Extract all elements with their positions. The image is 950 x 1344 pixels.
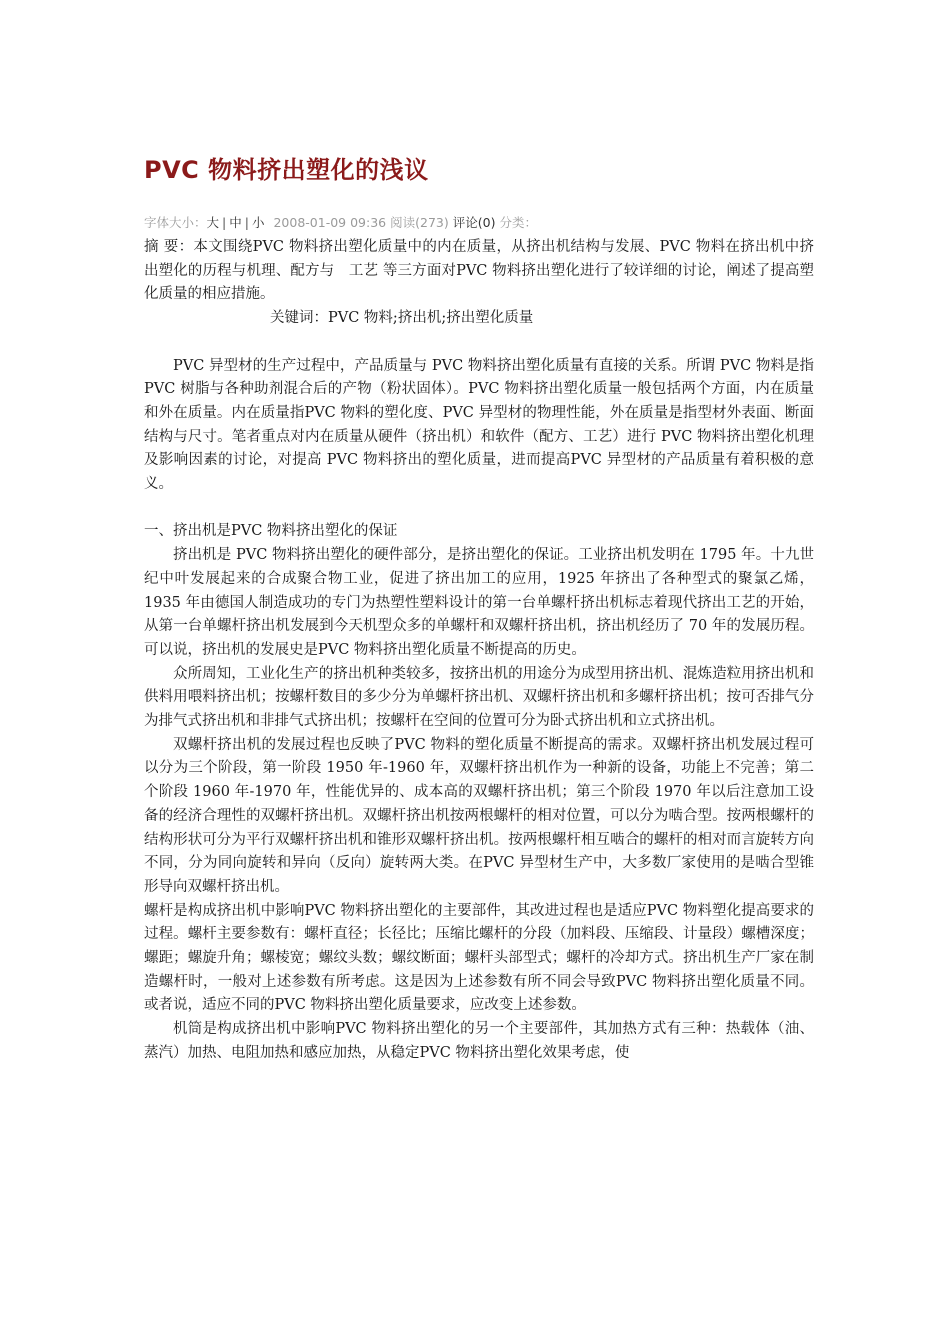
font-size-label: 字体大小： bbox=[144, 215, 207, 230]
read-label: 阅读 bbox=[390, 215, 416, 230]
section-paragraph: 机筒是构成挤出机中影响PVC 物料挤出塑化的另一个主要部件，其加热方式有三种：热载体（油、蒸汽）加热、电阻加热和感应加热，从稳定PVC 物料挤出塑化效果考虑，使 bbox=[144, 1021, 814, 1061]
font-size-large-link[interactable]: 大 bbox=[206, 215, 220, 230]
comment-count[interactable]: (0) bbox=[477, 215, 496, 230]
abstract-paragraph: 摘 要：本文围绕PVC 物料挤出塑化质量中的内在质量，从挤出机结构与发展、PVC 物料在挤出机中挤出塑化的历程与机理、配方与 工艺 等三方面对PVC 物料挤出塑化进行了较详细的讨论，阐述了提高塑化质量的相应措施。 bbox=[144, 239, 814, 303]
post-date: 2008-01-09 09:36 bbox=[273, 215, 387, 230]
article-meta-bar bbox=[144, 213, 537, 231]
meta-separator: | bbox=[222, 215, 227, 230]
category-label: 分类： bbox=[499, 215, 537, 230]
section-paragraph: 众所周知，工业化生产的挤出机种类较多，按挤出机的用途分为成型用挤出机、混炼造粒用挤出机和供料用喂料挤出机；按螺杆数目的多少分为单螺杆挤出机、双螺杆挤出机和多螺杆挤出机；按可否排气分为排气式挤出机和非排气式挤出机；按螺杆在空间的位置可分为卧式挤出机和立式挤出机。 bbox=[144, 665, 814, 730]
font-size-medium-link[interactable]: 中 bbox=[229, 215, 242, 230]
article-title: PVC 物料挤出塑化的浅议 bbox=[144, 156, 429, 184]
font-size-small-link[interactable]: 小 bbox=[251, 215, 265, 230]
keywords-line: 关键词：PVC 物料;挤出机;挤出塑化质量 bbox=[270, 310, 534, 327]
section-paragraph: 挤出机是 PVC 物料挤出塑化的硬件部分，是挤出塑化的保证。工业挤出机发明在 1795 年。十九世纪中叶发展起来的合成聚合物工业，促进了挤出加工的应用，1925 年挤出了各种型式的聚氯乙烯，1935 年由德国人制造成功的专门为热塑性塑料设计的第一台单螺杆挤出机标志着现代挤出工艺的开始，从第一台单螺杆挤出机发展到今天机型众多的单螺杆和双螺杆挤出机，挤出机经历了 70 年的发展历程。可以说，挤出机的发展史是PVC 物料挤出塑化质量不断提高的历史。 bbox=[144, 547, 814, 658]
paragraph-spacer bbox=[144, 497, 814, 521]
intro-paragraph: PVC 异型材的生产过程中，产品质量与 PVC 物料挤出塑化质量有直接的关系。所谓 PVC 物料是指 PVC 树脂与各种助剂混合后的产物（粉状固体）。PVC 物料挤出塑化质量一般包括两个方面，内在质量和外在质量。内在质量指PVC 物料的塑化度、PVC 异型材的物理性能，外在质量是指型材外表面、断面结构与尺寸。笔者重点对内在质量从硬件（挤出机）和软件（配方、工艺）进行 PVC 物料挤出塑化机理及影响因素的讨论，对提高 PVC 物料挤出的塑化质量，进而提高PVC 异型材的产品质量有着积极的意义。 bbox=[144, 357, 814, 493]
meta-separator: | bbox=[244, 215, 249, 230]
article-body bbox=[144, 236, 814, 1066]
section-heading: 一、挤出机是PVC 物料挤出塑化的保证 bbox=[144, 523, 398, 540]
read-count: (273) bbox=[415, 215, 449, 230]
comment-label[interactable]: 评论 bbox=[452, 215, 478, 230]
section-paragraph: 双螺杆挤出机的发展过程也反映了PVC 物料的塑化质量不断提高的需求。双螺杆挤出机发展过程可以分为三个阶段，第一阶段 1950 年-1960 年，双螺杆挤出机作为一种新的设备，功能上不完善；第二个阶段 1960 年-1970 年，性能优异的、成本高的双螺杆挤出机；第三个阶段 1970 年以后注意加工设备的经济合理性的双螺杆挤出机。双螺杆挤出机按两根螺杆的相对位置，可以分为啮合型。按两根螺杆的结构形状可分为平行双螺杆挤出机和锥形双螺杆挤出机。按两根螺杆相互啮合的螺杆的相对而言旋转方向不同，分为同向旋转和异向（反向）旋转两大类。在PVC 异型材生产中，大多数厂家使用的是啮合型锥形导向双螺杆挤出机。 bbox=[144, 736, 814, 895]
section-paragraph: 螺杆是构成挤出机中影响PVC 物料挤出塑化的主要部件，其改进过程也是适应PVC 物料塑化提高要求的过程。螺杆主要参数有：螺杆直径；长径比；压缩比螺杆的分段（加料段、压缩段、计量段）螺槽深度；螺距；螺旋升角；螺棱宽；螺纹头数；螺纹断面；螺杆头部型式；螺杆的冷却方式。挤出机生产厂家在制造螺杆时，一般对上述参数有所考虑。这是因为上述参数有所不同会导致PVC 物料挤出塑化质量不同。或者说，适应不同的PVC 物料挤出塑化质量要求，应改变上述参数。 bbox=[144, 902, 814, 1014]
paragraph-spacer bbox=[144, 331, 814, 355]
